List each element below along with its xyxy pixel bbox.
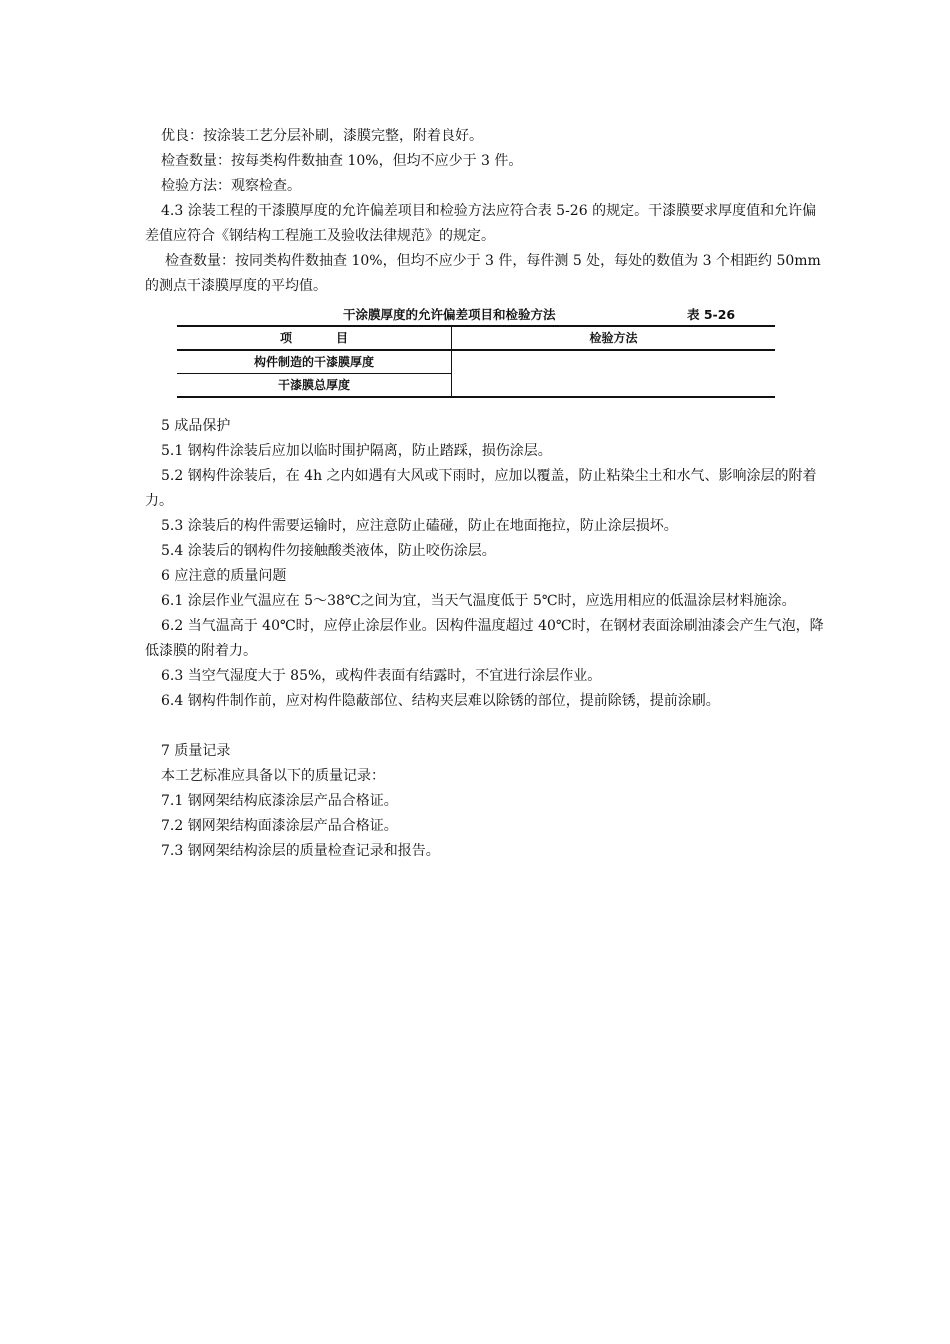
table-title: 干涂膜厚度的允许偏差项目和检验方法 [343,307,556,322]
table-caption [177,305,775,325]
section5-item-4: 5.4 涂装后的钢构件勿接触酸类液体，防止咬伤涂层。 [161,543,496,559]
document-body [145,124,825,864]
section6-item-4: 6.4 钢构件制作前，应对构件隐蔽部位、结构夹层难以除锈的部位，提前除锈，提前涂刷。 [161,693,720,709]
row-item-manufacture-thickness: 构件制造的干漆膜厚度 [177,350,452,374]
header-item-part-a: 项 [279,331,292,345]
table-header-row [177,326,775,350]
section6-item-2: 6.2 当气温高于 40℃时，应停止涂层作业。因构件温度超过 40℃时，在钢材表面涂刷油漆会产生气泡，降低漆膜的附着力。 [145,618,824,659]
header-item-part-b: 目 [336,331,349,345]
section5-item-3: 5.3 涂装后的构件需要运输时，应注意防止磕碰，防止在地面拖拉，防止涂层损坏。 [161,518,678,534]
section5-heading: 5 成品保护 [161,418,231,434]
spec-table [177,325,775,398]
paragraph-4-3: 4.3 涂装工程的干漆膜厚度的允许偏差项目和检验方法应符合表 5-26 的规定。干漆膜要求厚度值和允许偏差值应符合《钢结构工程施工及验收法律规范》的规定。 [145,203,817,244]
section6-item-3: 6.3 当空气湿度大于 85%，或构件表面有结露时，不宜进行涂层作业。 [161,668,602,684]
header-item [177,326,452,350]
section7-item-3: 7.3 钢网架结构涂层的质量检查记录和报告。 [161,843,440,859]
table-5-26 [177,305,775,398]
row-item-total-thickness: 干漆膜总厚度 [177,374,452,398]
section7-intro: 本工艺标准应具备以下的质量记录： [161,768,385,784]
table-number: 表 5-26 [687,307,736,322]
section7-item-2: 7.2 钢网架结构面漆涂层产品合格证。 [161,818,398,834]
paragraph-excellent-criteria: 优良：按涂装工艺分层补刷，漆膜完整，附着良好。 [161,128,483,144]
paragraph-inspection-quantity-2: 检查数量：按同类构件数抽查 10%，但均不应少于 3 件，每件测 5 处，每处的数值为 3 个相距约 50mm 的测点干漆膜厚度的平均值。 [145,253,821,294]
blank-line [145,714,825,739]
section7-heading: 7 质量记录 [161,743,231,759]
section5-item-2: 5.2 钢构件涂装后，在 4h 之内如遇有大风或下雨时，应加以覆盖，防止粘染尘土和水气、影响涂层的附着力。 [145,468,817,509]
section6-heading: 6 应注意的质量问题 [161,568,287,584]
section5-item-1: 5.1 钢构件涂装后应加以临时围护隔离，防止踏踩，损伤涂层。 [161,443,552,459]
header-method: 检验方法 [452,326,776,350]
table-row [177,350,775,374]
paragraph-inspection-method: 检验方法：观察检查。 [161,178,301,194]
section7-item-1: 7.1 钢网架结构底漆涂层产品合格证。 [161,793,398,809]
method-cell [452,350,776,397]
paragraph-inspection-quantity: 检查数量：按每类构件数抽查 10%，但均不应少于 3 件。 [161,153,523,169]
section6-item-1: 6.1 涂层作业气温应在 5～38℃之间为宜，当天气温度低于 5℃时，应选用相应的低温涂层材料施涂。 [161,593,796,609]
